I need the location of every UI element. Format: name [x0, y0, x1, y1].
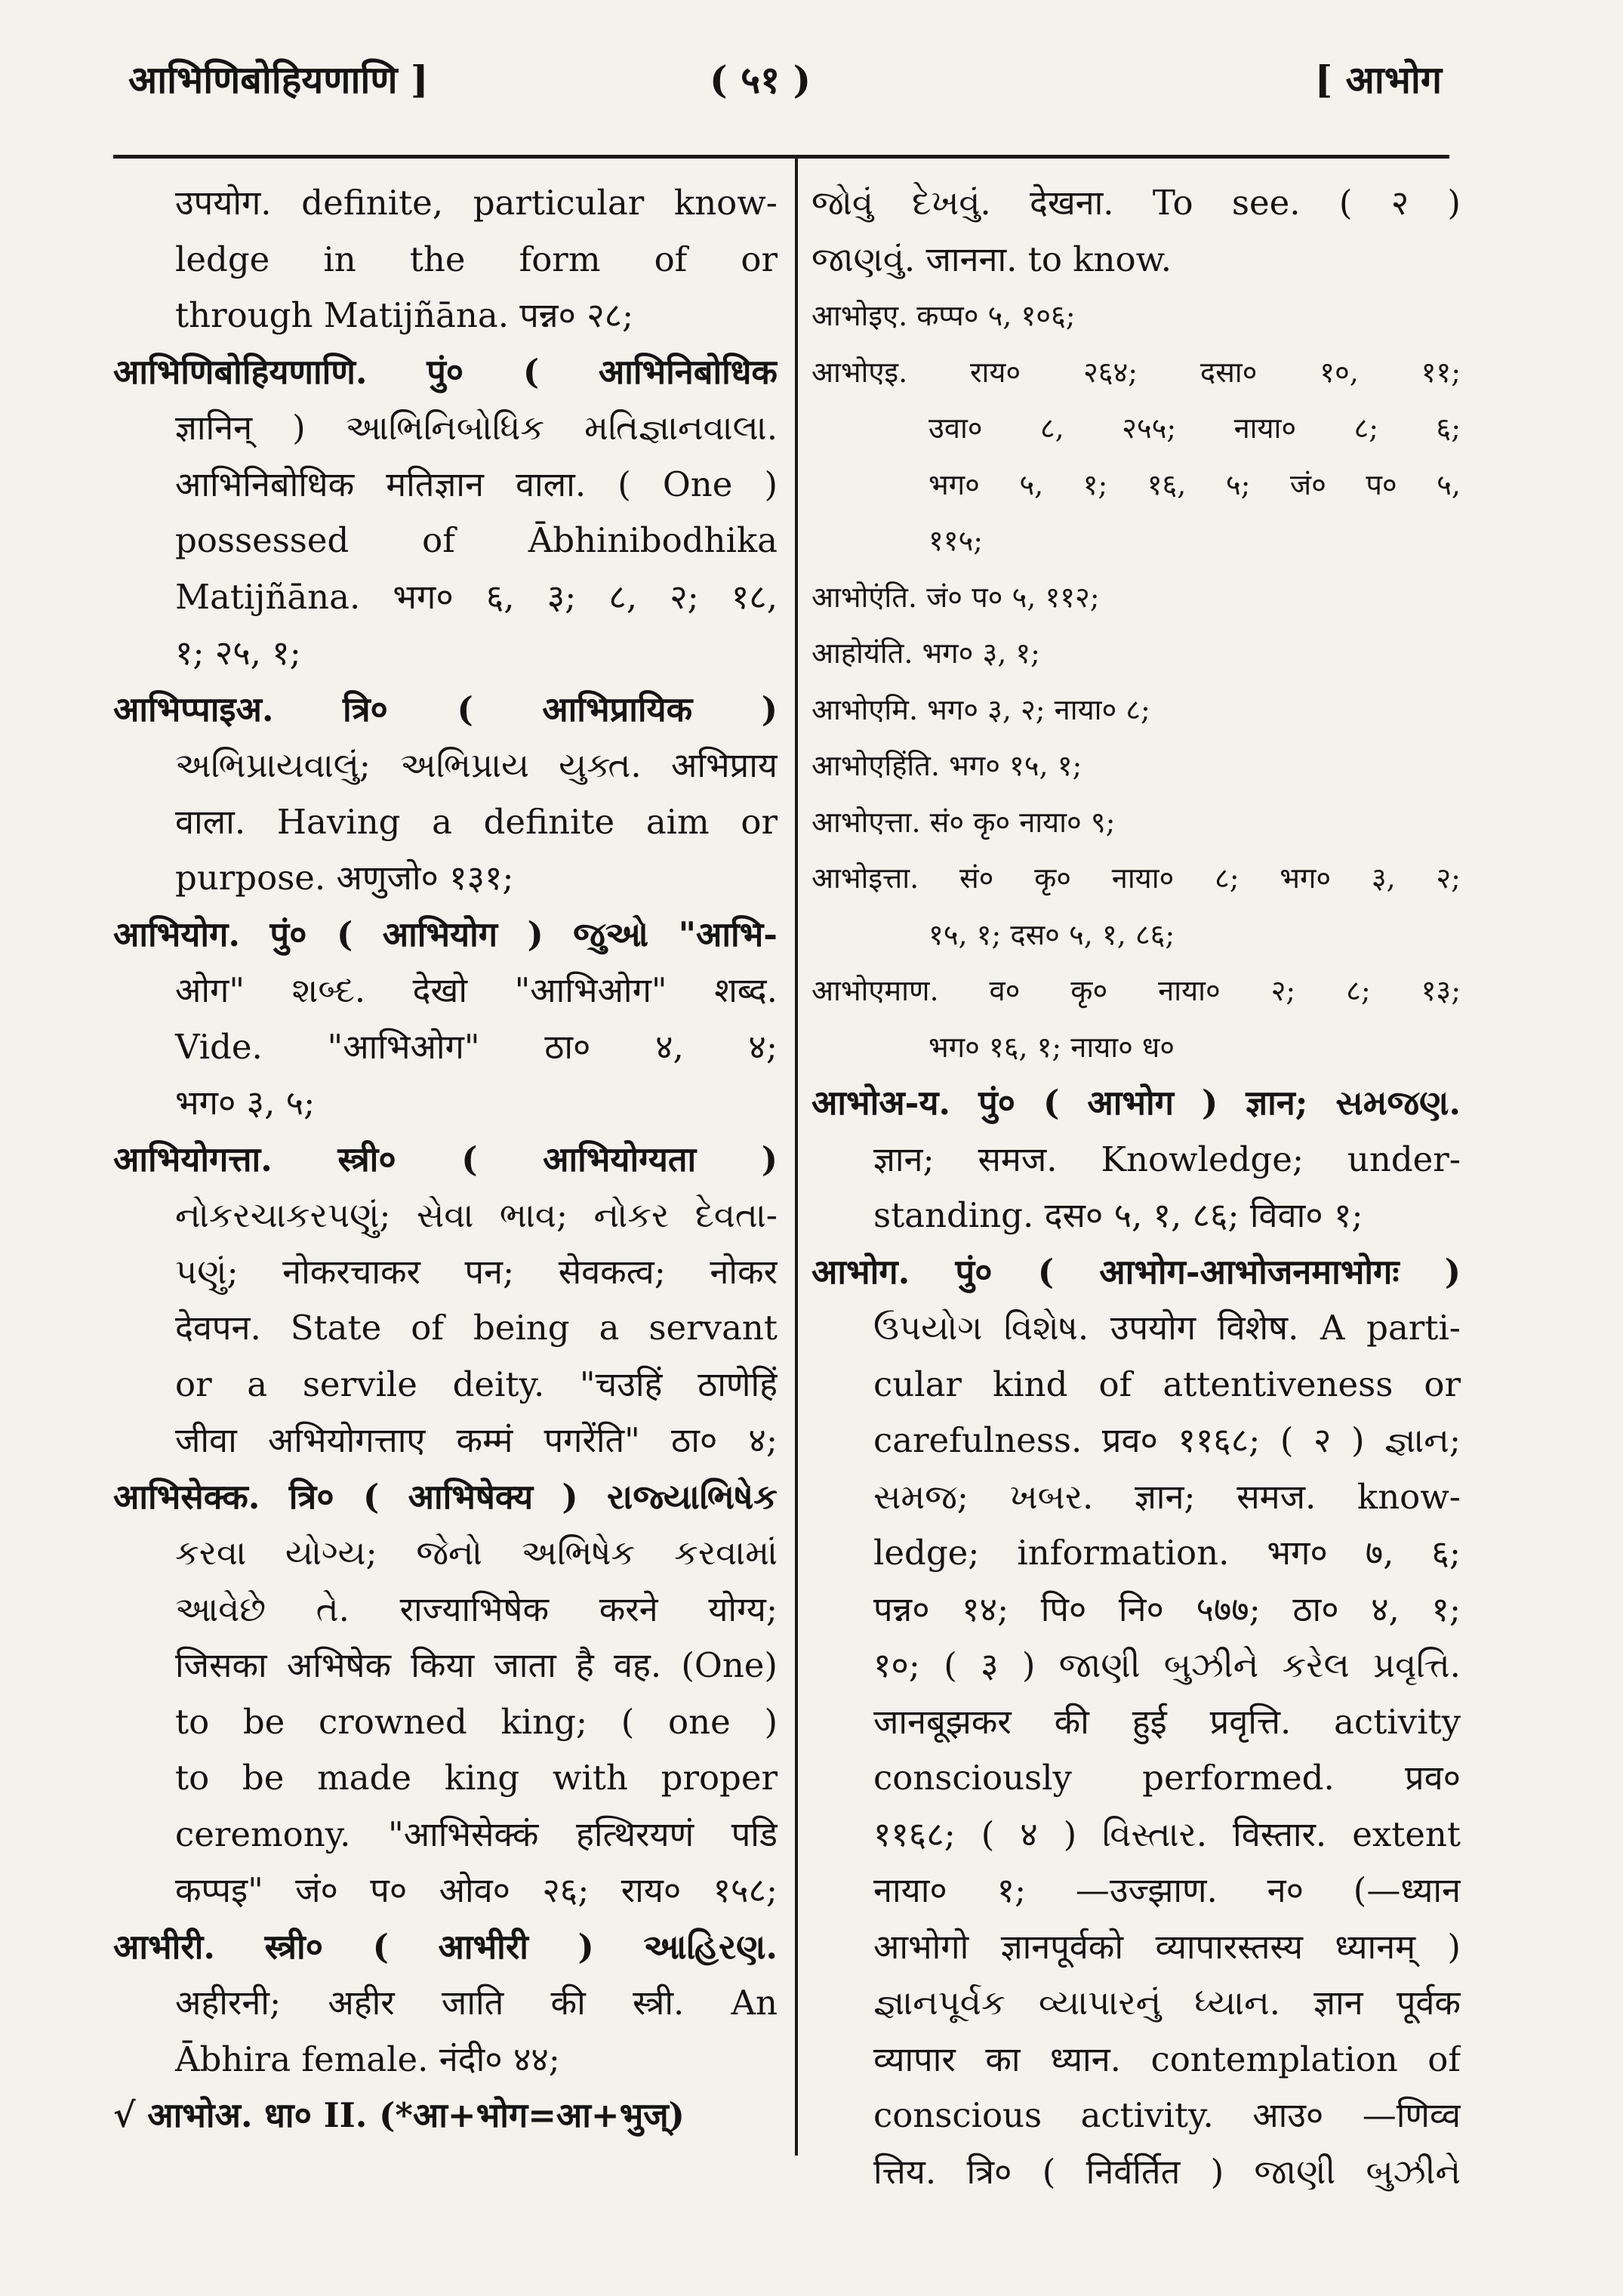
entry-headword-line: आभीरी. स्त्री० ( आभीरी ) આહિરણ.	[113, 1926, 778, 1967]
entry-text-line: પણું; नोकरचाकर पन; सेवकत्व; नोकर	[175, 1251, 778, 1292]
entry-text-line: ledge in the form of or	[175, 239, 778, 279]
entry-headword-line: आभिसेक्क. त्रि० ( आभिषेक्य ) રાજ્યાભિષેક	[113, 1476, 778, 1517]
entry-headword-line: आभियोग. पुं० ( आभियोग ) જુઓ "आभि-	[113, 914, 778, 954]
entry-text-line: आहोयंति. भग० ३, १;	[812, 636, 1040, 670]
entry-text-line: through Matijñāna. पन्न० २८;	[175, 295, 634, 335]
entry-text-line: Ābhira female. नंदी० ४४;	[175, 2039, 560, 2079]
entry-text-line: અભિપ્રાયવાલું; અભિપ્રાય યુક્ત. अभिप्राय	[175, 745, 778, 785]
header-first-headword: आभिणिबोहियणाणि ]	[128, 57, 429, 102]
entry-text-line: देवपन. State of being a servant	[175, 1308, 778, 1348]
entry-text-line: ज्ञान; समज. Knowledge; under-	[873, 1139, 1461, 1179]
entry-text-line: आभोएमाण. व० कृ० नाया० २; ८; १३;	[812, 974, 1461, 1007]
entry-text-line: भग० १६, १; नाया० ध०	[929, 1030, 1175, 1064]
entry-text-line: जानबूझकर की हुई प्रवृत्ति. activity	[873, 1701, 1461, 1742]
entry-text-line: आभोएत्ता. सं० कृ० नाया० ९;	[812, 805, 1116, 839]
entry-text-line: आभोइत्ता. सं० कृ० नाया० ८; भग० ३, २;	[812, 861, 1461, 895]
entry-text-line: भग० ५, १; १६, ५; जं० प० ५,	[929, 467, 1461, 501]
entry-text-line: कप्पइ" जं० प० ओव० २६; राय० १५८;	[175, 1870, 778, 1910]
entry-text-line: अहीरनी; अहीर जाति की स्त्री. An	[175, 1983, 778, 2023]
entry-headword-line: √ आभोअ. धा० II. (*आ+भोग=आ+भुज्)	[113, 2095, 685, 2135]
entry-text-line: जीवा अभियोगत्ताए कम्मं पगरेंति" ठा० ४;	[175, 1420, 778, 1460]
entry-text-line: ceremony. "आभिसेक्कं हत्थिरयणं पडि	[175, 1814, 778, 1854]
entry-text-line: जिसका अभिषेक किया जाता है वह. (One)	[175, 1645, 778, 1685]
header-rule	[113, 155, 1449, 159]
page-header	[128, 53, 1442, 136]
entry-text-line: to be made king with proper	[175, 1758, 778, 1798]
entry-text-line: કરવા યોગ્ય; જેનો અભિષેક કરવામાં	[175, 1533, 778, 1573]
entry-text-line: Matijñāna. भग० ६, ३; ८, २; १८,	[175, 576, 778, 617]
entry-text-line: वाला. Having a definite aim or	[175, 801, 778, 842]
entry-text-line: ज्ञानिन् ) આભિનિબોધિક મતિજ્ઞાનવાલા.	[175, 408, 778, 448]
entry-text-line: ११५;	[929, 524, 984, 557]
entry-text-line: ledge; information. भग० ७, ६;	[873, 1533, 1461, 1573]
left-column	[113, 175, 778, 2144]
entry-text-line: आभोएमि. भग० ३, २; नाया० ८;	[812, 692, 1150, 726]
entry-text-line: નોકરચાકરપણું; સેવા ભાવ; નોકર દેવતા-	[175, 1195, 778, 1235]
entry-text-line: त्तिय. त्रि० ( निर्वर्तित ) જાણી બુઝીને	[873, 2151, 1461, 2192]
entry-text-line: consciously performed. प्रव०	[873, 1758, 1461, 1798]
entry-text-line: आभोएहिंति. भग० १५, १;	[812, 749, 1083, 782]
entry-text-line: आभोइए. कप्प० ५, १०६;	[812, 299, 1076, 332]
entry-text-line: पन्न० १४; पि० नि० ५७७; ठा० ४, १;	[873, 1589, 1461, 1629]
entry-text-line: भग० ३, ५;	[175, 1083, 316, 1123]
entry-text-line: or a servile deity. "चउहिं ठाणेहिं	[175, 1364, 778, 1404]
entry-text-line: possessed of Ābhinibodhika	[175, 520, 778, 560]
entry-text-line: to be crowned king; ( one )	[175, 1701, 778, 1742]
entry-headword-line: आभिप्पाइअ. त्रि० ( आभिप्रायिक )	[113, 689, 778, 729]
entry-text-line: જાણવું. जानना. to know.	[812, 239, 1172, 279]
entry-text-line: cular kind of attentiveness or	[873, 1364, 1461, 1404]
entry-text-line: उवा० ८, २५५; नाया० ८; ६;	[929, 411, 1461, 445]
entry-text-line: आभोएंति. जं० प० ५, ११२;	[812, 580, 1100, 614]
entry-text-line: ओग" શબ્દ. देखो "आभिओग" शब्द.	[175, 970, 778, 1010]
entry-text-line: १०; ( ३ ) જાણી બુઝીને કરેલ પ્રવૃત્તિ.	[873, 1645, 1461, 1685]
entry-text-line: १; २५, १;	[175, 633, 301, 673]
entry-text-line: Vide. "आभिओग" ठा० ४, ४;	[175, 1026, 778, 1067]
entry-text-line: purpose. अणुजो० १३१;	[175, 858, 514, 898]
entry-text-line: જોવું દેખવું. देखना. To see. ( २ )	[812, 183, 1461, 223]
entry-headword-line: आभोग. पुं० ( आभोग-आभोजनमाभोगः )	[812, 1251, 1461, 1292]
entry-text-line: आभोएइ. राय० २६४; दसा० १०, ११;	[812, 355, 1461, 389]
page-number: ( ५१ )	[710, 57, 812, 102]
entry-text-line: नाया० १; —उज्झाण. न० (—ध्यान	[873, 1870, 1461, 1910]
header-last-headword: [ आभोग	[1314, 57, 1442, 102]
entry-text-line: conscious activity. आउ० —णिव्व	[873, 2095, 1461, 2135]
entry-text-line: आभोगो ज्ञानपूर्वको व्यापारस्तस्य ध्यानम् )	[873, 1926, 1461, 1967]
entry-text-line: उपयोग. definite, particular know-	[175, 183, 778, 223]
entry-text-line: ઉપયોગ વિશેષ. उपयोग विशेष. A parti-	[873, 1308, 1461, 1348]
entry-text-line: आभिनिबोधिक मतिज्ञान वाला. ( One )	[175, 464, 778, 504]
entry-text-line: આવેછે તે. राज्याभिषेक करने योग्य;	[175, 1589, 778, 1629]
right-column	[812, 175, 1461, 2200]
entry-text-line: carefulness. प्रव० ११६८; ( २ ) જ્ઞાન;	[873, 1420, 1461, 1460]
entry-headword-line: आभियोगत्ता. स्त्री० ( आभियोग्यता )	[113, 1139, 778, 1179]
entry-headword-line: आभिणिबोहियणाणि. पुं० ( आभिनिबोधिक	[113, 351, 778, 392]
entry-text-line: १५, १; दस० ५, १, ८६;	[929, 917, 1175, 951]
entry-text-line: standing. दस० ५, १, ८६; विवा० १;	[873, 1195, 1363, 1235]
entry-text-line: જ્ઞાનપૂર્વક વ્યાપારનું ધ્યાન. ज्ञान पूर्वक	[873, 1983, 1461, 2023]
entry-text-line: ११६८; ( ४ ) વિસ્તાર. विस्तार. extent	[873, 1814, 1461, 1854]
entry-text-line: व्यापार का ध्यान. contemplation of	[873, 2039, 1461, 2079]
column-divider	[795, 155, 798, 2156]
entry-text-line: સમજ; ખબર. ज्ञान; समज. know-	[873, 1476, 1461, 1517]
entry-headword-line: आभोअ-य. पुं० ( आभोग ) ज्ञान; સમજણ.	[812, 1083, 1461, 1123]
